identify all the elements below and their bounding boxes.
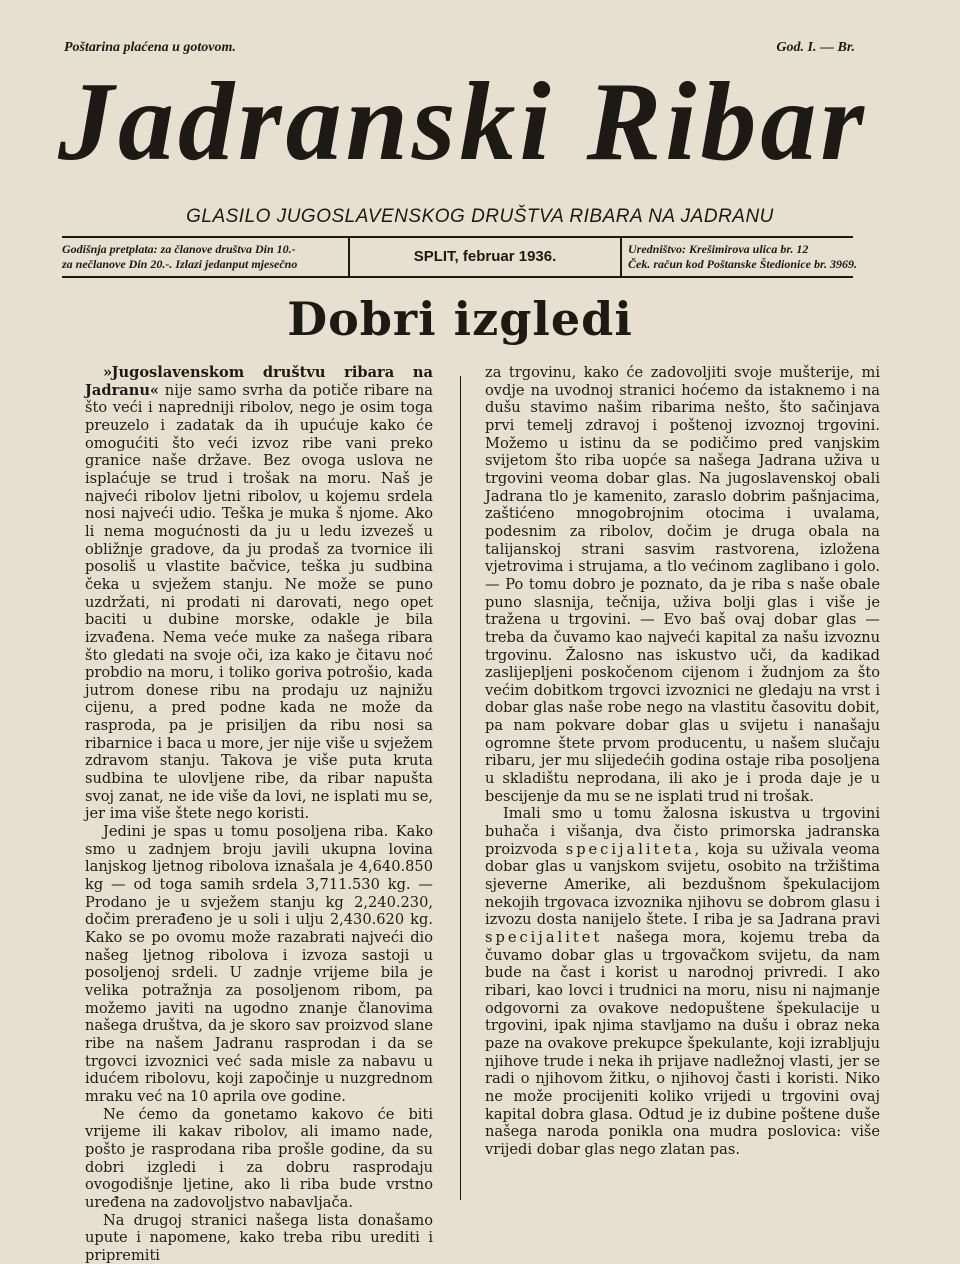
- spaced-word-specijaliteta: specijaliteta: [566, 841, 695, 858]
- spaced-word-specijalitet: specijalitet: [485, 929, 602, 946]
- article-right-column: [485, 364, 880, 1159]
- article-headline: Dobri izgledi: [0, 292, 920, 346]
- newspaper-title: Jadranski Ribar: [58, 62, 869, 182]
- left-paragraph-3: Ne ćemo da gonetamo kakovo će biti vrijeme ili kakav ribolov, ali imamo nade, pošto je rasprodana riba prošle godine, da su dobri izgledi i za dobru rasprodaju ovogodišnje ljetine, ako li riba bude vrstno uređena na zadovoljstvo nabavljača.: [85, 1106, 433, 1212]
- right-paragraph-2-c: našega mora, kojemu treba da čuvamo dobar glas u trgovačkom svijetu, da nam bude na čast i korist u narodnoj privredi. I ako ribari, kao lovci i trudnici na moru, nisu ni najmanje odgovorni za ovakove nedopuštene špekulacije u trgovini, ipak njima stavljamo na dušu i obraz neka paze na ovakove prekupce špekulante, koji izrabljuju njihove trude i neka ih prijave nadležnoj vlasti, jer se radi o njihovom žitku, o njihovoj časti i koristi. Niko ne može procijeniti koliko vrijedi u trgovini ovaj kapital dobra glasa. Odtud je iz dubine poštene duše našega naroda ponikla ona mudra poslovica: više vrijedi dobar glas nego zlatan pas.: [485, 929, 880, 1158]
- right-paragraph-1: za trgovinu, kako će zadovoljiti svoje mušterije, mi ovdje na uvodnoj stranici hoćemo da istaknemo i na dušu stavimo našim ribarima nešto, što sačinjava prvi temelj zdravoj i poštenoj izvoznoj trgovini. Možemo u istinu da se podičimo pred vanjskim svijetom što riba uopće sa našega Jadrana uživa u trgovini veoma dobar glas. Na jugoslavenskoj obali Jadrana tlo je kamenito, zaraslo dobrim pašnjacima, zaštićeno mnogobrojnim otocima i uvalama, podesnim za ribolov, dočim je druga obala na talijanskoj strani sasvim rastvorena, izložena vjetrovima i strujama, a tlo većinom zaglibano i golo. — Po tomu dobro je poznato, da je riba s naše obale puno slasnija, tečnija, uživa bolji glas i više je tražena u trgovini. — Evo baš ovaj dobar glas — treba da čuvamo kao najveći kapital za našu izvoznu trgovinu. Žalosno nas iskustvo uči, da kadikad zaslijepljeni poskočenom cijenom i žudnjom za što većim dobitkom trgovci izvoznici ne gledaju na vrst i dobar glas naše robe nego na vlastitu časovitu dobit, pa nam pokvare dobar glas u svijetu i nanašaju ogromne štete prvom producentu, u našem slučaju ribaru, jer mu slijedećih godina ostaje riba posoljena u skladištu neprodana, ili ako je i proda daje je u bescijenje da mu se ne isplati trud ni trošak.: [485, 364, 880, 805]
- left-paragraph-1: [85, 364, 433, 823]
- right-paragraph-2: [485, 805, 880, 1158]
- right-paragraph-2-a: Imali smo u tomu žalosna iskustva u trgovini buhača i višanja, dva čisto primorska jadranska proizvoda: [485, 805, 880, 857]
- place-date-text: SPLIT, februar 1936.: [414, 248, 557, 265]
- subscription-line-2: za nečlanove Din 20.-. Izlazi jedanput mjesečno: [62, 257, 342, 272]
- editorial-info: [628, 242, 948, 272]
- left-paragraph-4: Na drugoj stranici našega lista donašamo upute i napomene, kako treba ribu urediti i pripremiti: [85, 1212, 433, 1264]
- info-bar: [62, 236, 853, 278]
- newspaper-subtitle: GLASILO JUGOSLAVENSKOG DRUŠTVA RIBARA NA JADRANU: [0, 206, 960, 228]
- article-left-column: [85, 364, 433, 1264]
- editorial-line-2: Ček. račun kod Poštanske Štedionice br. 3969.: [628, 257, 948, 272]
- postage-note: Poštarina plaćena u gotovom.: [64, 40, 236, 56]
- subscription-info: [62, 242, 342, 272]
- left-paragraph-1-text: nije samo svrha da potiče ribare na što veći i napredniji ribolov, nego je osim toga preuzelo i zadatak da ih upućuje kako će omogućiti što veći izvoz ribe vani preko granice naše države. Bez ovoga uslova ne isplaćuje se trud i trošak na moru. Naš je najveći ribolov ljetni ribolov, u kojemu srdela nosi najveći udio. Teška je muka š njome. Ako li nema mogućnosti da ju u ledu izvezeš u obližnje gradove, da ju prodaš za tvornice ili posoliš u vlastite bačvice, teška ju sudbina čeka u svježem stanju. Ne može se puno uzdržati, ni prodati ni darovati, nego opet baciti u dubine morske, odakle je bila izvađena. Nema veće muke za našega ribara što gledati na svoje oči, iza kako je čitavu noć probdio na moru, i toliko goriva potrošio, kada jutrom donese ribu na prodaju uz najnižu cijenu, a pred podne kada ne može da rasproda, pa je prisiljen da ribu nosi sa ribarnice i baca u more, jer nije više u svježem zdravom stanju. Takova je više puta kruta sudbina te ulovljene ribe, da ribar napušta svoj zanat, ne ide više da lovi, ne isplati mu se, jer ima više štete nego koristi.: [85, 382, 433, 823]
- society-name: »Jugoslavenskom društvu ribara na Jadranu«: [85, 364, 433, 399]
- place-date: [348, 238, 622, 276]
- left-paragraph-2: Jedini je spas u tomu posoljena riba. Kako smo u zadnjem broju javili ukupna lovina lanjskog ljetnog ribolova iznašala je 4,640.850 kg — od toga samih srdela 3,711.530 kg. — Prodano je u svježem stanju kg 2,240.230, dočim prerađeno je u soli i ulju 2,430.620 kg. Kako se po ovomu može razabrati najveći dio našeg ljetnog ribolova i izvoza sastoji u posoljenoj srdeli. U zadnje vrijeme bila je velika potražnja za posoljenom ribom, pa možemo javiti na ugodno znanje članovima našega društva, da je skoro sav proizvod slane ribe na našem Jadranu rasprodan i da se trgovci izvoznici već sada misle za nabavu u idućem ribolovu, koji započinje u nuzgrednom mraku već na 10 aprila ove godine.: [85, 823, 433, 1106]
- column-divider: [460, 376, 461, 1200]
- right-paragraph-2-b: , koja su uživala veoma dobar glas u vanjskom svijetu, osobito na tržištima sjeverne Amerike, ali bezdušnom špekulacijom nekojih trgovaca izvoznika njihovu se dobrom glasu i izvozu dosta nanijelo štete. I riba je sa Jadrana pravi: [485, 841, 880, 929]
- subscription-line-1: Godišnja pretplata: za članove društva Din 10.-: [62, 242, 342, 257]
- top-line: [64, 40, 849, 60]
- issue-number: God. I. — Br.: [776, 40, 855, 56]
- editorial-line-1: Uredništvo: Krešimirova ulica br. 12: [628, 242, 948, 257]
